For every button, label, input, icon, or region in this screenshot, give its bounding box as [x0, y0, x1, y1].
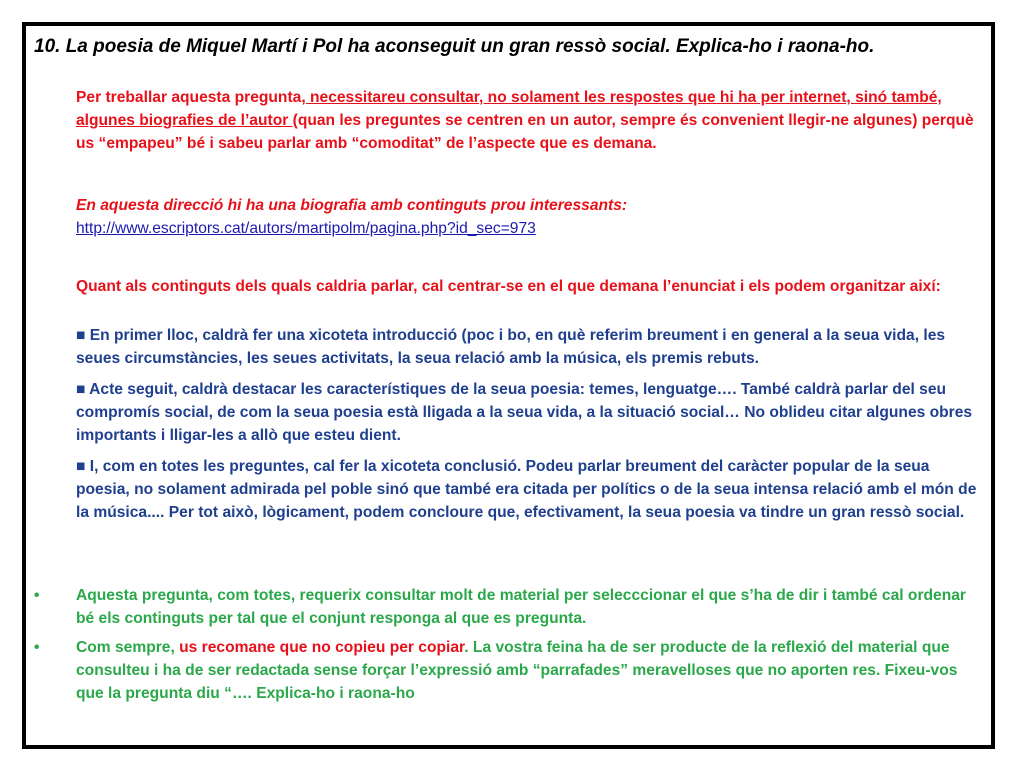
point-3: ■ I, com en totes les preguntes, cal fer la xicoteta conclusió. Podeu parlar breument del caràcter popular de la seua poesia, no solament admirada pel poble sinó que també era citada per polítics o de la seua intensa relació amb el món de la música.... Per tot això, lògicament, podem concloure que, efectivament, la seua poesia va tindre un gran ressò social. [76, 458, 977, 521]
bio-link[interactable]: http://www.escriptors.cat/autors/martipolm/pagina.php?id_sec=973 [76, 220, 536, 237]
bullet-2-part1: Com sempre, [76, 639, 180, 656]
bullet-2-highlight: us recomane que no copieu per copiar [179, 639, 465, 656]
bio-paragraph [76, 194, 981, 240]
bullet-icon: • [34, 587, 40, 604]
slide-frame [22, 22, 995, 749]
point-1: ■ En primer lloc, caldrà fer una xicoteta introducció (poc i bo, en què referim breument i en general a la seua vida, les seues circumstàncies, les seues activitats, la seua relació amb la música, els premis rebuts. [76, 327, 946, 367]
intro-part3: (quan les preguntes se centren en un autor, sempre és convenient llegir-ne algunes) perquè us “empapeu” bé i sabeu parlar amb “comoditat” de l’aspecte que es demana. [76, 112, 974, 152]
question-title: 10. La poesia de Miquel Martí i Pol ha aconseguit un gran ressò social. Explica-ho i raona-ho. [34, 36, 875, 57]
intro-part2: , necessitareu consultar, no solament les respostes que hi ha per internet, sinó també, algunes biografies de l’autor [76, 89, 942, 129]
contents-intro: Quant als continguts dels quals caldria parlar, cal centrar-se en el que demana l’enunciat i els podem organitzar així: [76, 278, 941, 295]
bullet-text-2 [76, 636, 981, 705]
bullet-icon: • [34, 639, 40, 656]
bullet-text-1: Aquesta pregunta, com totes, requerix consultar molt de material per selecccionar el que s’ha de dir i també cal ordenar bé els continguts per tal que el conjunt responga al que es pregunta. [76, 587, 966, 627]
bullet-2-part3: . La vostra feina ha de ser producte de la reflexió del material que consulteu i ha de ser redactada sense forçar l’expressió amb “parrafades” meravelloses que no aporten res. Fixeu-vos que la pregunta diu “…. Explica-ho i raona-ho [76, 639, 958, 702]
intro-paragraph [76, 86, 981, 155]
bio-label: En aquesta direcció hi ha una biografia amb continguts prou interessants: [76, 197, 628, 214]
point-2: ■ Acte seguit, caldrà destacar les característiques de la seua poesia: temes, lenguatge…. També caldrà parlar del seu compromís social, de com la seua poesia està lligada a la seua vida, a la situació social… No oblideu citar algunes obres importants i lligar-les a allò que esteu dient. [76, 381, 973, 444]
intro-part1: Per treballar aquesta pregunta [76, 89, 302, 106]
